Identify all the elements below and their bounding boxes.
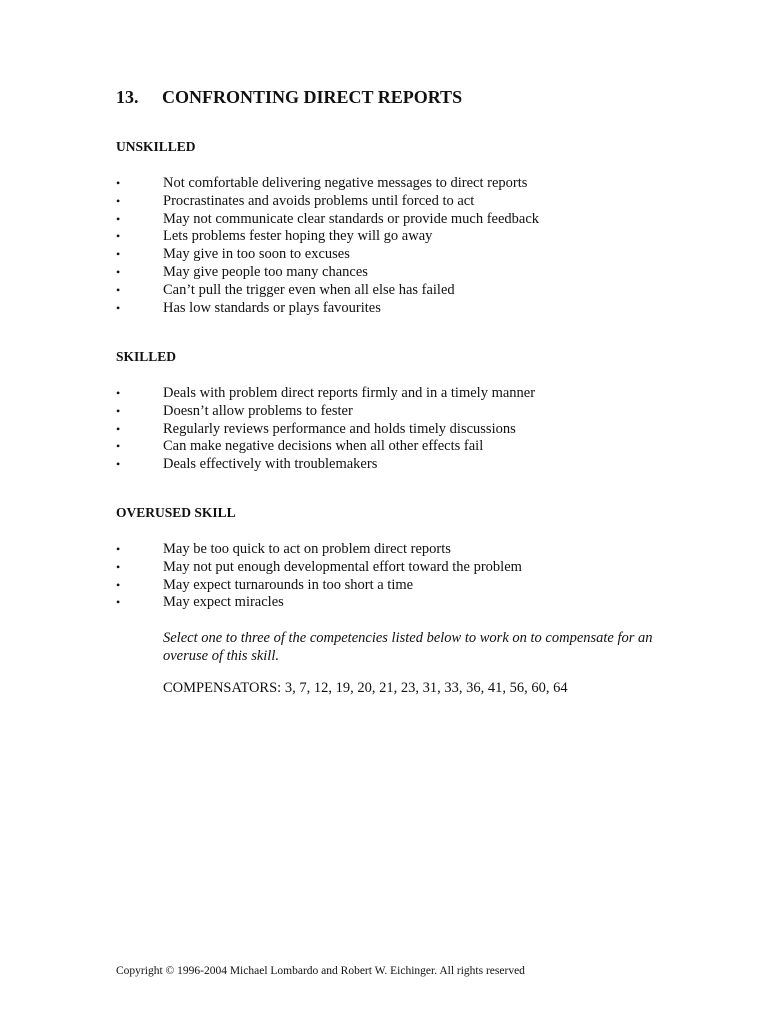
bullet-glyph: • — [116, 457, 121, 472]
list-item-text: May expect turnarounds in too short a time — [163, 576, 414, 593]
overused-skill-heading: OVERUSED SKILL — [116, 505, 236, 520]
list-item-text: May give people too many chances — [163, 263, 368, 280]
list-item-text: Deals with problem direct reports firmly and in a timely manner — [163, 385, 536, 401]
title-text: CONFRONTING DIRECT REPORTS — [162, 87, 463, 107]
bullet-glyph: • — [116, 542, 121, 556]
unskilled-heading: UNSKILLED — [116, 139, 196, 154]
list-item-text: May not put enough developmental effort toward the problem — [163, 558, 522, 575]
bullet-glyph: • — [116, 403, 121, 418]
list-item-text: May give in too soon to excuses — [163, 246, 350, 263]
list-item-text: Doesn’t allow problems to fester — [163, 402, 353, 419]
bullet-glyph: • — [116, 247, 121, 262]
bullet-glyph: • — [116, 264, 121, 279]
bullet-glyph: • — [116, 386, 121, 400]
bullet-glyph: • — [116, 282, 121, 297]
bullet-glyph: • — [116, 176, 121, 190]
bullet-glyph: • — [116, 211, 121, 226]
compensators-list: COMPENSATORS: 3, 7, 12, 19, 20, 21, 23, 31, 33, 36, 41, 56, 60, 64 — [163, 680, 568, 696]
list-item-text: May be too quick to act on problem direct reports — [163, 541, 451, 557]
list-item-text: Procrastinates and avoids problems until forced to act — [163, 192, 475, 209]
bullet-glyph: • — [116, 439, 121, 454]
list-item-text: May expect miracles — [163, 594, 284, 611]
list-item-text: Lets problems fester hoping they will go away — [163, 228, 433, 245]
bullet-glyph: • — [116, 300, 121, 315]
list-item-text: Regularly reviews performance and holds timely discussions — [163, 420, 516, 437]
page-title — [116, 87, 462, 108]
skilled-heading: SKILLED — [116, 349, 177, 364]
compensation-instruction: Select one to three of the competencies listed below to work on to compensate for an overuse of this skill. — [163, 630, 653, 664]
bullet-glyph: • — [116, 559, 121, 574]
copyright-footer: Copyright © 1996-2004 Michael Lombardo and Robert W. Eichinger. All rights reserved — [116, 965, 525, 977]
section-number: 13. — [116, 87, 139, 107]
bullet-glyph: • — [116, 421, 121, 436]
bullet-glyph: • — [116, 595, 121, 610]
list-item-text: May not communicate clear standards or provide much feedback — [163, 210, 540, 227]
bullet-glyph: • — [116, 229, 121, 244]
bullet-glyph: • — [116, 193, 121, 208]
list-item-text: Deals effectively with troublemakers — [163, 456, 378, 473]
list-item-text: Can make negative decisions when all other effects fail — [163, 438, 484, 455]
list-item-text: Can’t pull the trigger even when all else has failed — [163, 281, 455, 298]
bullet-glyph: • — [116, 577, 121, 592]
list-item-text: Has low standards or plays favourites — [163, 299, 381, 316]
list-item-text: Not comfortable delivering negative messages to direct reports — [163, 175, 528, 191]
